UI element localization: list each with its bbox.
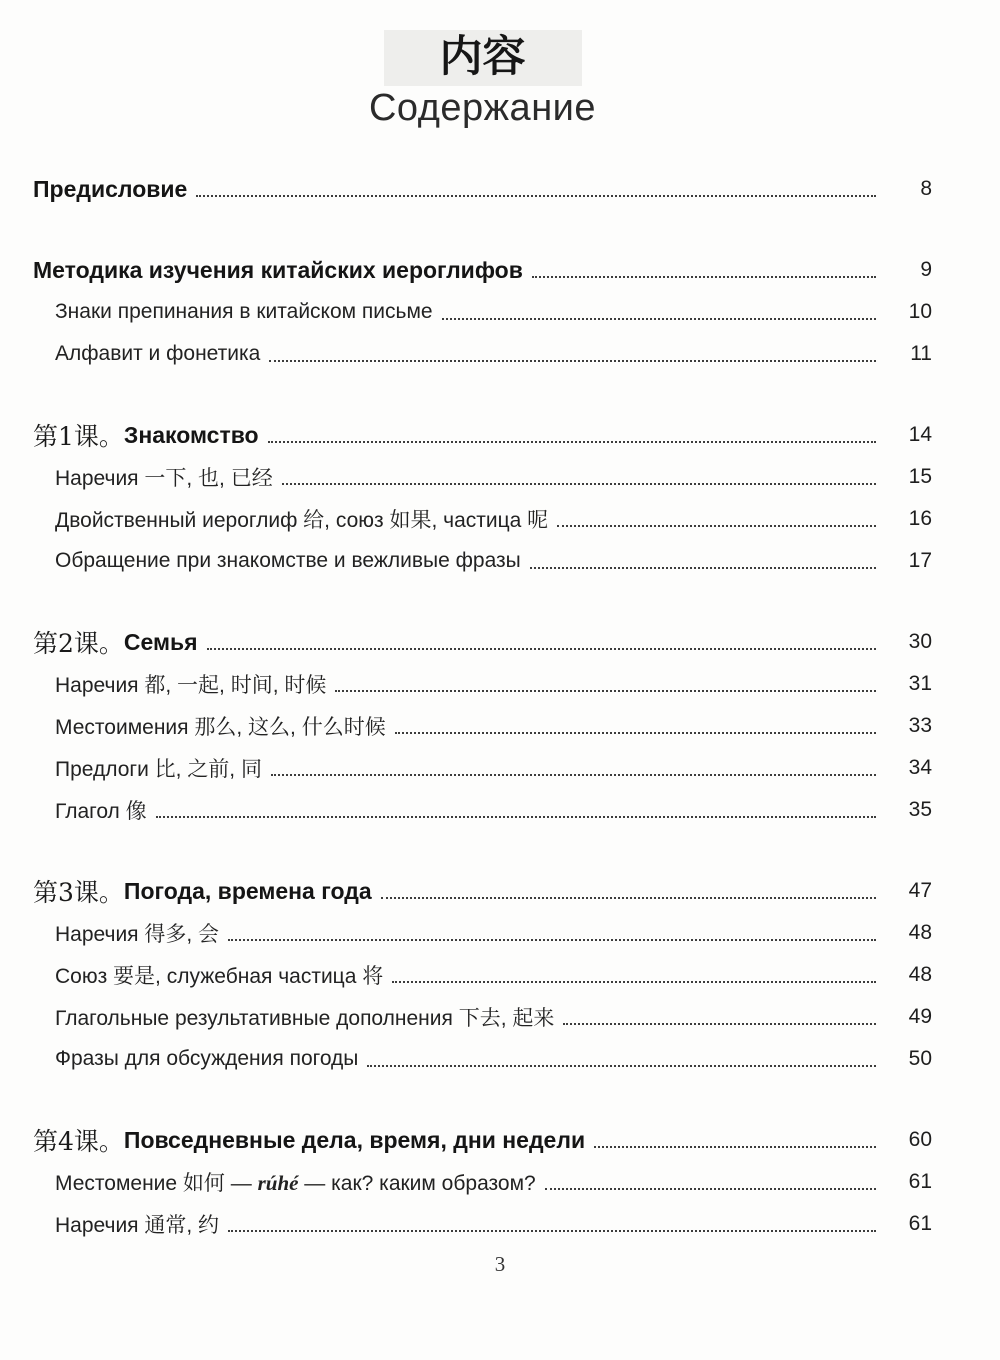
dotted-leader (282, 483, 876, 485)
toc-entry-page: 48 (908, 963, 932, 986)
toc-entry-page: 61 (908, 1170, 932, 1193)
toc-row (33, 663, 932, 705)
toc-entry-label: Местоимения 那么, 这么, 什么时候 (55, 716, 386, 739)
toc-row (33, 1038, 932, 1080)
toc-entry-page: 48 (908, 921, 932, 944)
toc-entry-label: Глагол 像 (55, 800, 147, 823)
toc-entry-label: Союз 要是, служебная частица 将 (55, 965, 384, 988)
dotted-leader (156, 816, 876, 818)
dotted-leader (207, 648, 876, 650)
toc-entry-page: 33 (908, 714, 932, 737)
toc-entry-page: 8 (920, 177, 932, 200)
dotted-leader (442, 318, 876, 320)
toc-entry-page: 15 (908, 465, 932, 488)
toc-entry-label: Знакомство (123, 421, 259, 448)
toc-entry-label: Повседневные дела, время, дни недели (123, 1126, 586, 1153)
toc-entry-label: Наречия 得多, 会 (55, 923, 220, 946)
toc-entry-page: 34 (908, 756, 932, 779)
lesson-number-cn: 第1课。 (33, 422, 124, 451)
dotted-leader (563, 1023, 876, 1025)
toc-group-preface (33, 168, 932, 210)
toc-entry-page: 31 (908, 672, 932, 695)
toc-entry-page: 60 (908, 1128, 932, 1151)
dotted-leader (594, 1146, 876, 1148)
toc-entry-label: Знаки препинания в китайском письме (55, 300, 433, 323)
toc-entry-page: 10 (908, 300, 932, 323)
dotted-leader (271, 774, 876, 776)
toc-entry-label (55, 1167, 536, 1197)
toc-row (33, 168, 932, 210)
dotted-leader (530, 567, 876, 569)
dotted-leader (532, 276, 876, 278)
toc-group-lesson-3 (33, 870, 932, 1080)
toc-row-lesson (33, 870, 932, 912)
toc-row (33, 540, 932, 582)
table-of-contents (33, 168, 932, 1245)
toc-row (33, 705, 932, 747)
toc-row (33, 1203, 932, 1245)
toc-row (33, 456, 932, 498)
toc-entry-page: 30 (908, 630, 932, 653)
toc-group-lesson-4 (33, 1119, 932, 1245)
toc-entry-label: Методика изучения китайских иероглифов (33, 256, 523, 283)
lesson-number-cn: 第2课。 (33, 629, 124, 658)
toc-group-methodology (33, 249, 932, 375)
toc-entry-page: 16 (908, 507, 932, 530)
toc-entry-page: 14 (908, 423, 932, 446)
toc-row-lesson (33, 414, 932, 456)
lesson-number-cn: 第3课。 (33, 878, 124, 907)
toc-entry-label: Двойственный иероглиф 给, союз 如果, частица 呢 (55, 509, 549, 532)
toc-entry-label: Предисловие (33, 175, 188, 202)
toc-row (33, 249, 932, 291)
toc-group-lesson-1 (33, 414, 932, 582)
dotted-leader (395, 732, 876, 734)
toc-entry-page: 9 (920, 258, 932, 281)
toc-row (33, 954, 932, 996)
toc-entry-label: Погода, времена года (123, 877, 372, 904)
toc-entry-label: Обращение при знакомстве и вежливые фразы (55, 549, 521, 572)
pinyin-term: rúhé (257, 1171, 299, 1195)
toc-entry-page: 50 (908, 1047, 932, 1070)
lesson-number-cn: 第4课。 (33, 1127, 124, 1156)
toc-row (33, 498, 932, 540)
dotted-leader (367, 1065, 876, 1067)
dotted-leader (269, 360, 876, 362)
toc-group-lesson-2 (33, 621, 932, 831)
toc-entry-text-post: — как? каким образом? (298, 1172, 536, 1195)
toc-row-lesson (33, 1119, 932, 1161)
toc-entry-page: 49 (908, 1005, 932, 1028)
dotted-leader (268, 441, 876, 443)
toc-entry-text-pre: Местомение 如何 — (55, 1172, 258, 1195)
toc-entry-label: Семья (123, 628, 198, 655)
toc-row (33, 291, 932, 333)
dotted-leader (228, 1230, 876, 1232)
toc-entry-label: Наречия 通常, 约 (55, 1214, 220, 1237)
dotted-leader (228, 939, 876, 941)
toc-entry-label: Предлоги 比, 之前, 同 (55, 758, 262, 781)
toc-entry-page: 35 (908, 798, 932, 821)
toc-entry-page: 61 (908, 1212, 932, 1235)
dotted-leader (557, 525, 876, 527)
title-russian: Содержание (368, 87, 597, 129)
toc-entry-label: Алфавит и фонетика (55, 342, 261, 365)
toc-entry-page: 11 (910, 342, 932, 365)
toc-entry-label: Наречия 都, 一起, 时间, 时候 (55, 674, 327, 697)
page-title (33, 30, 932, 130)
toc-entry-label: Наречия 一下, 也, 已经 (55, 467, 273, 490)
toc-entry-page: 17 (908, 549, 932, 572)
toc-row-lesson (33, 621, 932, 663)
toc-row (33, 333, 932, 375)
toc-entry-label: Глагольные результативные дополнения 下去, 起来 (55, 1007, 555, 1030)
toc-row (33, 747, 932, 789)
dotted-leader (335, 690, 876, 692)
dotted-leader (196, 195, 876, 197)
title-chinese: 内容 (384, 30, 582, 86)
toc-row (33, 912, 932, 954)
dotted-leader (545, 1188, 876, 1190)
dotted-leader (392, 981, 876, 983)
toc-row (33, 789, 932, 831)
toc-row (33, 1161, 932, 1203)
toc-entry-label: Фразы для обсуждения погоды (55, 1047, 359, 1070)
toc-entry-page: 47 (908, 879, 932, 902)
dotted-leader (381, 897, 876, 899)
toc-row (33, 996, 932, 1038)
page-number: 3 (494, 1252, 506, 1276)
